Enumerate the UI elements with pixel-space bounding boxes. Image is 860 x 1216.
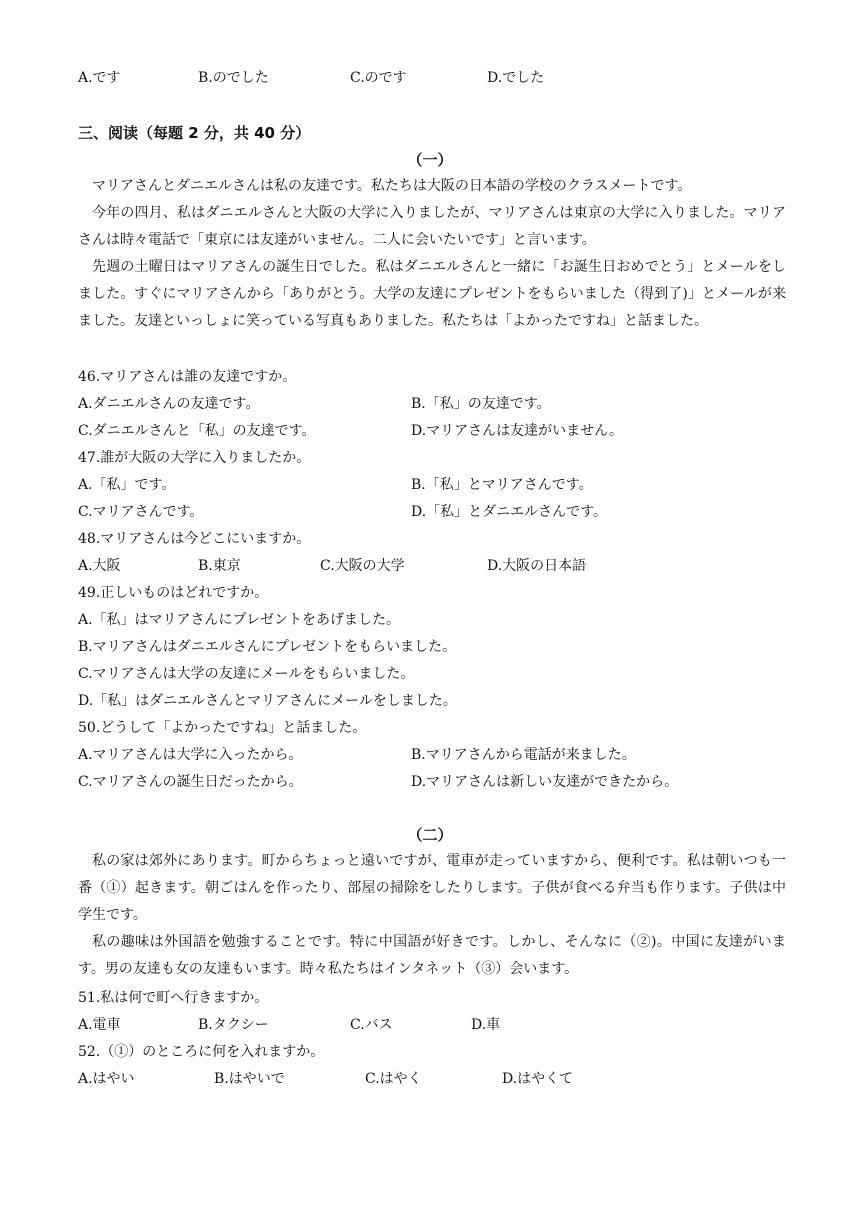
q52-option-c: C.はやく (365, 1071, 422, 1087)
q50-option-a: A.マリアさんは大学に入ったから。 (78, 747, 303, 763)
question-49: 49.正しいものはどれですか。 (78, 585, 269, 601)
q48-option-b: B.東京 (198, 558, 241, 574)
q51-option-d: D.車 (471, 1017, 501, 1033)
q46-option-b: B.「私」の友達です。 (411, 396, 551, 412)
q49-option-b: B.マリアさんはダニエルさんにプレゼントをもらいました。 (78, 639, 457, 655)
question-52: 52.（①）のところに何を入れますか。 (78, 1044, 325, 1060)
q46-option-c: C.ダニエルさんと「私」の友達です。 (78, 423, 316, 439)
q48-option-a: A.大阪 (78, 558, 121, 574)
q51-option-c: C.バス (350, 1017, 393, 1033)
q45-option-b: B.のでした (198, 70, 269, 86)
q46-option-d: D.マリアさんは友達がいません。 (411, 423, 624, 439)
question-50: 50.どうして「よかったですね」と話ました。 (78, 720, 367, 736)
q49-option-c: C.マリアさんは大学の友達にメールをもらいました。 (78, 666, 415, 682)
part2-paragraph-2: 私の趣味は外国語を勉強することです。特に中国語が好きです。しかし、そんなに（②)。中国に友達がいます。男の友達も女の友達もいます。時々私たちはインタネット（③）会います。 (78, 934, 786, 977)
part2-title: （二） (407, 826, 453, 844)
question-48: 48.マリアさんは今どこにいますか。 (78, 531, 311, 547)
q45-option-a: A.です (78, 70, 121, 86)
question-51: 51.私は何で町へ行きますか。 (78, 990, 269, 1006)
part1-paragraph-3: 先週の土曜日はマリアさんの誕生日でした。私はダニエルさんと一緒に「お誕生日おめでとう」とメールをしました。すぐにマリアさんから「ありがとう。大学の友達にプレゼントをもらいました（得到了)」とメールが来ました。友達といっしょに笑っている写真もありました。私たちは「よかったですね」と話ました。 (78, 259, 786, 329)
section-heading: 三、阅读（每题 2 分，共 40 分） (78, 124, 311, 142)
q46-option-a: A.ダニエルさんの友達です。 (78, 396, 260, 412)
part2-paragraph-1: 私の家は郊外にあります。町からちょっと遠いですが、電車が走っていますから、便利です。私は朝いつも一番（①）起きます。朝ごはんを作ったり、部屋の掃除をしたりします。子供が食べる弁当も作ります。子供は中学生です。 (78, 853, 786, 923)
q50-option-c: C.マリアさんの誕生日だったから。 (78, 774, 303, 790)
part1-title: （一） (407, 151, 453, 169)
q49-option-a: A.「私」はマリアさんにプレゼントをあげました。 (78, 612, 400, 628)
q51-option-b: B.タクシー (198, 1017, 269, 1033)
question-46: 46.マリアさんは誰の友達ですか。 (78, 369, 297, 385)
q45-option-d: D.でした (487, 70, 545, 86)
q47-option-c: C.マリアさんです。 (78, 504, 204, 520)
part1-paragraph-2: 今年の四月、私はダニエルさんと大阪の大学に入りましたが、マリアさんは東京の大学に入りました。マリアさんは時々電話で「東京には友達がいません。二人に会いたいです」と言います。 (78, 205, 786, 248)
q48-option-d: D.大阪の日本語 (487, 558, 587, 574)
q45-option-c: C.のです (350, 70, 407, 86)
q49-option-d: D.「私」はダニエルさんとマリアさんにメールをしました。 (78, 693, 457, 709)
q52-option-b: B.はやいで (214, 1071, 285, 1087)
q48-option-c: C.大阪の大学 (320, 558, 405, 574)
question-47: 47.誰が大阪の大学に入りましたか。 (78, 450, 311, 466)
q52-option-d: D.はやくて (502, 1071, 574, 1087)
q47-option-d: D.「私」とダニエルさんです。 (411, 504, 608, 520)
q47-option-b: B.「私」とマリアさんです。 (411, 477, 593, 493)
q50-option-b: B.マリアさんから電話が来ました。 (411, 747, 636, 763)
q51-option-a: A.電車 (78, 1017, 121, 1033)
q47-option-a: A.「私」です。 (78, 477, 176, 493)
q52-option-a: A.はやい (78, 1071, 135, 1087)
q50-option-d: D.マリアさんは新しい友達ができたから。 (411, 774, 679, 790)
part1-paragraph-1: マリアさんとダニエルさんは私の友達です。私たちは大阪の日本語の学校のクラスメートです。 (92, 178, 692, 194)
